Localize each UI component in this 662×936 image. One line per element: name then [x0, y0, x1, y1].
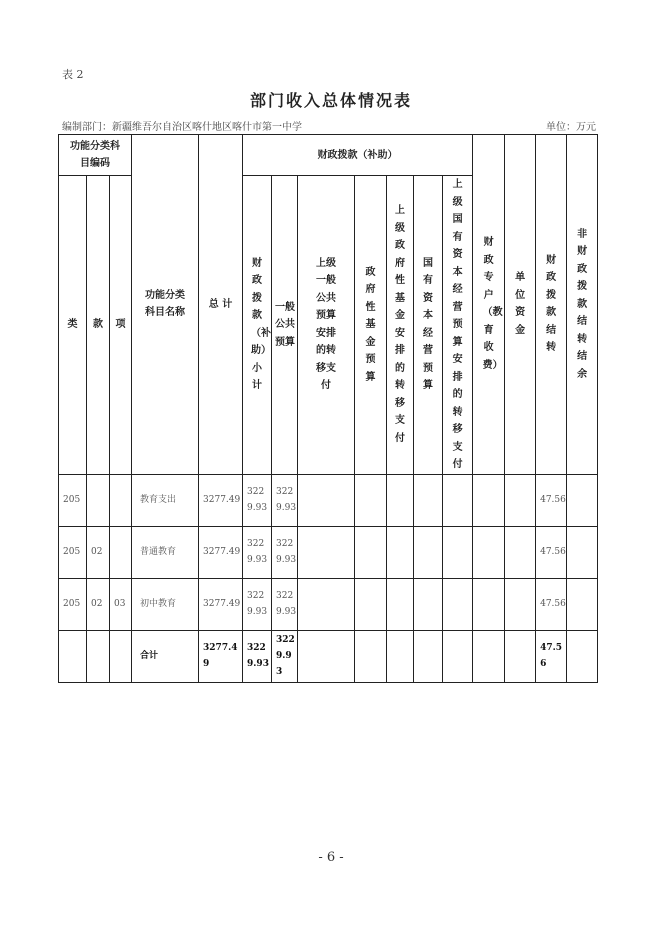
cell-xiang [110, 526, 132, 578]
empty-cell [443, 474, 473, 526]
table-row [59, 526, 598, 578]
header-unit-funds: 单位资金 [505, 135, 536, 475]
empty-cell [298, 630, 355, 682]
empty-cell [298, 526, 355, 578]
empty-cell [443, 526, 473, 578]
cell-xiang [110, 630, 132, 682]
header-code-group: 功能分类科目编码 [59, 135, 132, 176]
empty-cell [567, 578, 598, 630]
header-kuan: 款 [87, 176, 110, 475]
empty-cell [443, 630, 473, 682]
cell-lei: 205 [59, 578, 87, 630]
empty-cell [473, 474, 505, 526]
header-upper-state-capital: 上级国有资本经营预算安排的转移支付 [443, 176, 473, 475]
cell-kuan [87, 630, 110, 682]
empty-cell [473, 578, 505, 630]
empty-cell [505, 474, 536, 526]
empty-cell [443, 578, 473, 630]
empty-cell [505, 578, 536, 630]
header-nonfiscal-carryover: 非财政拨款结转结余 [567, 135, 598, 475]
cell-fiscal-carryover: 47.56 [536, 630, 567, 682]
page-number: - 6 - [318, 850, 344, 865]
income-table [58, 134, 598, 683]
cell-name: 教育支出 [132, 474, 199, 526]
header-fiscal-subtotal: 财政拨款（补助）小计 [243, 176, 272, 475]
header-fiscal-group: 财政拨款（补助） [243, 135, 473, 176]
table-row [59, 630, 598, 682]
header-upper-general: 上级一般公共预算安排的转移支付 [298, 176, 355, 475]
cell-fiscal-carryover: 47.56 [536, 474, 567, 526]
header-upper-gov-fund: 上级政府性基金安排的转移支付 [387, 176, 414, 475]
page-title: 部门收入总体情况表 [249, 91, 412, 110]
table-row [59, 578, 598, 630]
cell-lei: 205 [59, 526, 87, 578]
cell-name: 合计 [132, 630, 199, 682]
empty-cell [298, 474, 355, 526]
header-state-capital: 国有资本经营预算 [414, 176, 443, 475]
empty-cell [414, 578, 443, 630]
cell-subtotal: 3229.93 [243, 474, 272, 526]
table-label: 表 2 [62, 68, 84, 81]
cell-subtotal: 3229.93 [243, 578, 272, 630]
empty-cell [473, 526, 505, 578]
header-lei: 类 [59, 176, 87, 475]
cell-subtotal: 3229.93 [243, 630, 272, 682]
empty-cell [505, 526, 536, 578]
cell-general-budget: 3229.93 [272, 578, 298, 630]
header-gov-fund: 政府性基金预算 [355, 176, 387, 475]
header-fiscal-carryover: 财政拨款结转 [536, 135, 567, 475]
empty-cell [387, 578, 414, 630]
empty-cell [567, 526, 598, 578]
cell-lei: 205 [59, 474, 87, 526]
cell-subtotal: 3229.93 [243, 526, 272, 578]
cell-kuan [87, 474, 110, 526]
cell-kuan: 02 [87, 526, 110, 578]
cell-total: 3277.49 [199, 630, 243, 682]
department: 编制部门：新疆维吾尔自治区喀什地区喀什市第一中学 [62, 122, 302, 133]
empty-cell [414, 630, 443, 682]
header-total: 总 计 [199, 135, 243, 475]
cell-total: 3277.49 [199, 526, 243, 578]
header-general-budget: 一般公共预算 [272, 176, 298, 475]
empty-cell [473, 630, 505, 682]
empty-cell [355, 474, 387, 526]
header-special-account: 财政专户（教育收费） [473, 135, 505, 475]
header-name: 功能分类科目名称 [132, 135, 199, 475]
cell-general-budget: 3229.93 [272, 474, 298, 526]
empty-cell [355, 578, 387, 630]
cell-total: 3277.49 [199, 578, 243, 630]
table-row [59, 474, 598, 526]
empty-cell [505, 630, 536, 682]
cell-general-budget: 3229.93 [272, 526, 298, 578]
unit: 单位：万元 [546, 122, 596, 133]
empty-cell [414, 526, 443, 578]
cell-xiang: 03 [110, 578, 132, 630]
cell-lei [59, 630, 87, 682]
cell-name: 普通教育 [132, 526, 199, 578]
empty-cell [355, 630, 387, 682]
cell-total: 3277.49 [199, 474, 243, 526]
cell-general-budget: 3229.93 [272, 630, 298, 682]
cell-xiang [110, 474, 132, 526]
empty-cell [414, 474, 443, 526]
empty-cell [355, 526, 387, 578]
empty-cell [387, 474, 414, 526]
cell-name: 初中教育 [132, 578, 199, 630]
empty-cell [387, 630, 414, 682]
empty-cell [387, 526, 414, 578]
cell-fiscal-carryover: 47.56 [536, 578, 567, 630]
empty-cell [567, 630, 598, 682]
empty-cell [298, 578, 355, 630]
cell-kuan: 02 [87, 578, 110, 630]
cell-fiscal-carryover: 47.56 [536, 526, 567, 578]
header-xiang: 项 [110, 176, 132, 475]
empty-cell [567, 474, 598, 526]
